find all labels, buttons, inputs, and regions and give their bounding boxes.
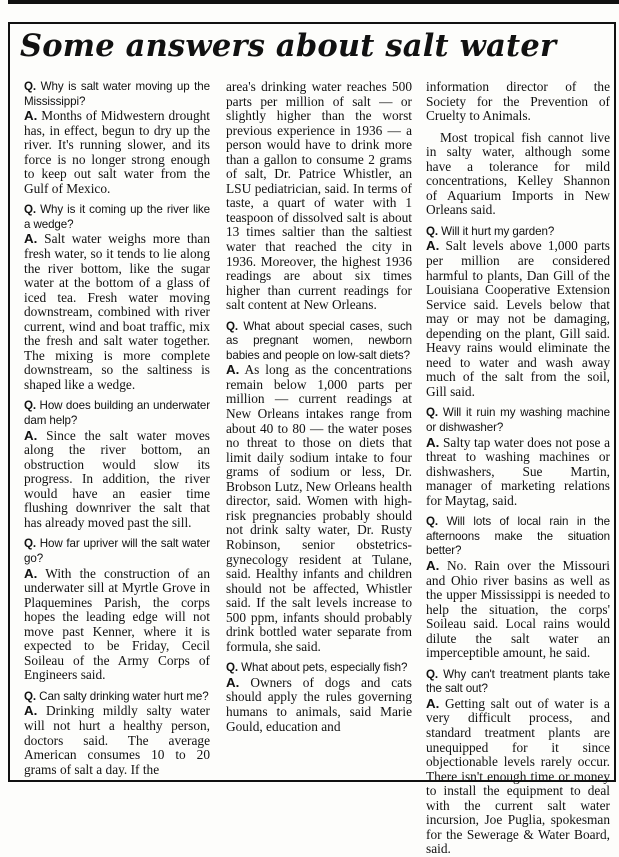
answer-label: A. [24, 108, 38, 124]
answer-text: Since the salt water moves along the river bottom, an obstruction would slow its progress. In addition, the river would have an easier time flushing downriver the salt that has already moved past the sill. [24, 427, 210, 530]
question-paragraph [426, 668, 610, 697]
answer-text: area's drinking water reaches 500 parts per million of salt — or slightly higher than the worst previous experience in 1936 — a person would have to drink more than a gallon to consume 2 grams of salt, Dr. Patrice Whistler, an LSU pediatrician, said. In terms of taste, a quart of water with 1 teaspoon of dissolved salt is about 13 times saltier than the saltiest water that reached the city in 1936. Moreover, the highest 1936 readings are about six times higher than current readings for salt content at New Orleans. [226, 79, 412, 313]
answer-paragraph [426, 559, 610, 661]
question-paragraph [24, 399, 210, 428]
question-text: What about special cases, such as pregnant women, newborn babies and people on low-salt diets? [226, 319, 412, 362]
answer-label: A. [226, 674, 240, 690]
answer-text: Drinking mildly salty water will not hurt a healthy person, doctors said. The average American consumes 10 to 20 grams of salt a day. If the [24, 703, 210, 777]
answer-paragraph [426, 697, 610, 857]
question-label: Q. [426, 667, 439, 681]
question-label: Q. [426, 224, 439, 238]
top-rule [8, 0, 619, 4]
question-paragraph [426, 406, 610, 435]
answer-paragraph [426, 239, 610, 399]
question-label: Q. [24, 203, 37, 217]
answer-text: No. Rain over the Missouri and Ohio river basins as well as the upper Mississippi is needed to help the situation, the corps' Soileau said. Local rains would dilute the salt water an imperceptible amount, he said. [426, 557, 610, 661]
question-paragraph [426, 515, 610, 559]
answer-paragraph [426, 80, 610, 124]
question-paragraph [24, 203, 210, 232]
answer-paragraph [226, 80, 412, 313]
question-paragraph [426, 225, 610, 240]
answer-text: Salt levels above 1,000 parts per million are considered harmful to plants, Dan Gill of the Louisiana Cooperative Extension Service said. Levels below that may or may not be damaging, depending on the plant, Gill said. Heavy rains would eliminate the need to water and wash away much of the salt from the soil, Gill said. [426, 238, 610, 399]
question-label: Q. [426, 406, 439, 420]
question-label: Q. [24, 399, 37, 413]
question-text: Why can't treatment plants take the salt out? [426, 667, 610, 696]
question-paragraph [24, 690, 210, 705]
question-label: Q. [24, 80, 37, 93]
column-3 [426, 79, 611, 857]
question-text: Can salty drinking water hurt me? [39, 689, 209, 703]
question-text: Why is it coming up the river like a wedge? [24, 203, 210, 231]
question-paragraph [24, 537, 210, 566]
question-text: How does building an underwater dam help? [24, 399, 211, 428]
question-label: Q. [226, 661, 239, 675]
answer-paragraph [226, 363, 412, 654]
answer-text: information director of the Society for the Prevention of Cruelty to Animals. [426, 79, 610, 124]
answer-label: A. [24, 703, 38, 719]
question-label: Q. [226, 319, 239, 333]
answer-label: A. [426, 434, 440, 450]
answer-paragraph [24, 567, 210, 683]
answer-label: A. [426, 557, 440, 573]
question-text: Will it ruin my washing machine or dishwasher? [426, 406, 610, 435]
answer-paragraph [426, 436, 610, 509]
answer-label: A. [24, 231, 38, 247]
answer-label: A. [24, 427, 38, 443]
question-paragraph [24, 80, 210, 109]
question-label: Q. [24, 689, 37, 703]
question-text: How far upriver will the salt water go? [24, 537, 210, 565]
question-text: Will it hurt my garden? [441, 224, 555, 238]
answer-paragraph [24, 109, 210, 196]
column-1 [24, 80, 210, 780]
answer-text: Months of Midwestern drought has, in effect, begun to dry up the river. It's running slower, and its force is no longer strong enough to keep out salt water from the Gulf of Mexico. [24, 108, 210, 196]
article-box [8, 22, 616, 857]
answer-label: A. [24, 565, 38, 581]
question-text: What about pets, especially fish? [241, 661, 408, 675]
answer-paragraph [24, 429, 210, 531]
answer-text: As long as the concentrations remain below 1,000 parts per million — current readings at New Orleans intakes range from about 40 to 80 — the water poses no threat to those on diets that limit daily sodium intake to four grams of sodium or less, Dr. Brobson Lutz, New Orleans health director, said. Women with high-risk pregnancies probably should not drink salty water, Dr. Rusty Robinson, senior obstetrics-gynecology resident at Tulane, said. Healthy infants and children should not be affected, Whistler said. If the salt levels increase to 500 ppm, infants should probably drink bottled water separate from formula, she said. [226, 362, 412, 654]
question-paragraph [226, 661, 412, 676]
answer-paragraph [24, 704, 210, 777]
answer-paragraph [426, 131, 610, 218]
answer-text: Most tropical fish cannot live in salty water, although some have a tolerance for mild concentrations, Kelley Shannon of Aquarium Imports in New Orleans said. [426, 129, 610, 218]
article-columns [24, 79, 611, 857]
answer-text: Owners of dogs and cats should apply the rules governing humans to animals, said Marie Gould, education and [226, 674, 412, 734]
question-label: Q. [24, 537, 37, 551]
answer-text: Getting salt out of water is a very difficult process, and standard treatment plants are unequipped for it since objectionable levels rarely occur. There isn't enough time or money to install the equipment to deal with the current salt water incursion, Joe Puglia, spokesman for the Sewerage & Water Board, said. [426, 695, 610, 857]
answer-label: A. [426, 695, 440, 711]
answer-text: With the construction of an underwater sill at Myrtle Grove in Plaquemines Parish, the corps hopes the leading edge will not move past Kenner, where it is expected to be Friday, Cecil Soileau of the Army Corps of Engineers said. [24, 565, 210, 683]
answer-paragraph [24, 232, 210, 392]
answer-text: Salty tap water does not pose a threat to washing machines or dishwashers, Sue Martin, manager of marketing relations for Maytag, said. [426, 434, 610, 508]
question-label: Q. [426, 515, 439, 529]
headline: Some answers about salt water [20, 28, 557, 64]
answer-label: A. [426, 238, 440, 254]
question-paragraph [226, 320, 412, 364]
answer-paragraph [226, 676, 412, 734]
answer-label: A. [226, 362, 240, 378]
column-2 [226, 80, 412, 780]
answer-text: Salt water weighs more than fresh water, so it tends to lie along the river bottom, like the sugar water at the bottom of a glass of iced tea. Fresh water moving downstream, combined with river current, wind and boat traffic, mix the fresh and salt water together. The mixing is more complete downstream, so the saltiness is shaped like a wedge. [24, 231, 210, 392]
question-text: Will lots of local rain in the afternoons make the situation better? [426, 515, 611, 558]
question-text: Why is salt water moving up the Mississippi? [24, 80, 210, 108]
